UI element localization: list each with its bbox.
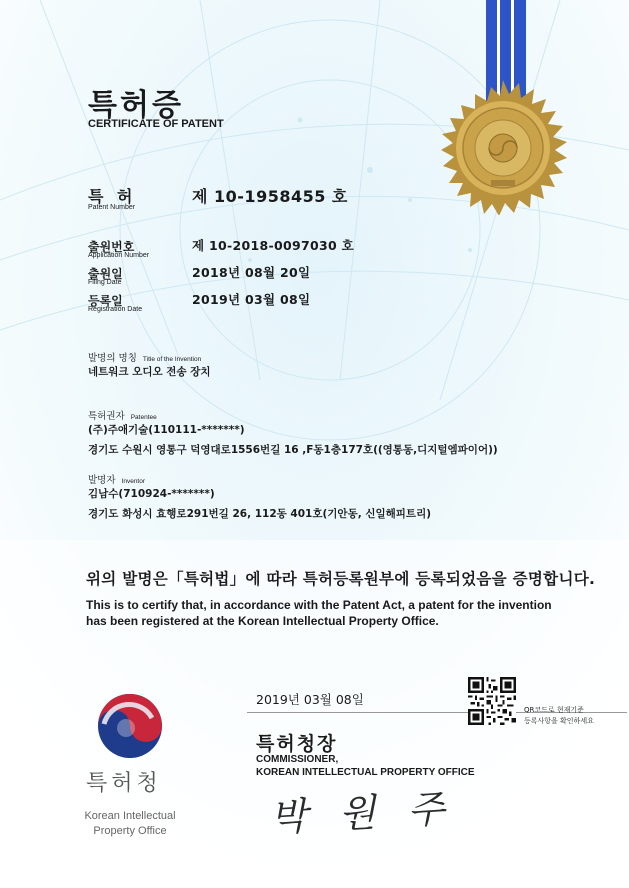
invention-title-label-en: Title of the Invention — [142, 356, 202, 363]
patent-number-label: 특 허 — [88, 187, 137, 206]
patent-number-value: 제 10-1958455 호 — [192, 187, 348, 206]
qr-note-line1: QR코드로 현재기준 — [524, 706, 584, 714]
patentee-label-en: Patentee — [130, 414, 157, 421]
patentee-label-ko: 특허권자 — [88, 411, 125, 422]
invention-title-value: 네트워크 오디오 전송 장치 — [88, 366, 211, 378]
registration-date-label: 등록일 — [88, 294, 123, 308]
certification-statement-en-line1: This is to certify that, in accordance with the Patent Act, a patent for the invention — [86, 598, 552, 612]
commissioner-title-en-line1: COMMISSIONER, — [256, 754, 339, 765]
qr-note-line2: 등록사항을 확인하세요 — [524, 717, 594, 725]
application-number-label-en: Application Number — [88, 252, 150, 259]
patentee-name: (주)주애기술(110111-*******) — [88, 424, 245, 436]
gold-seal-icon — [430, 0, 570, 215]
inventor-address: 경기도 화성시 효행로291번길 26, 112동 401호(기안동, 신일해피트리) — [88, 508, 432, 520]
application-number-value: 제 10-2018-0097030 호 — [192, 238, 354, 253]
office-name-en-line1: Korean Intellectual — [84, 810, 176, 822]
filing-date-label-en: Filing Date — [88, 279, 122, 286]
commissioner-title-en-line2: KOREAN INTELLECTUAL PROPERTY OFFICE — [256, 767, 475, 778]
page-subtitle: CERTIFICATE OF PATENT — [88, 118, 224, 130]
invention-title-label-ko: 발명의 명칭 — [88, 353, 137, 364]
registration-date-label-en: Registration Date — [88, 306, 143, 313]
filing-date-label: 출원일 — [88, 267, 123, 281]
inventor-name: 김남수(710924-*******) — [88, 488, 215, 500]
page-title: 특허증 — [88, 88, 184, 123]
inventor-label-ko: 발명자 — [88, 475, 116, 486]
certification-statement-ko: 위의 발명은「특허법」에 따라 특허등록원부에 등록되었음을 증명합니다. — [86, 570, 596, 588]
certification-statement-en-line2: has been registered at the Korean Intellectual Property Office. — [86, 614, 439, 628]
registration-date-value: 2019년 03월 08일 — [192, 292, 311, 307]
office-name: 특허청 — [86, 771, 162, 796]
inventor-label — [88, 472, 145, 486]
filing-date-value: 2018년 08월 20일 — [192, 265, 311, 280]
commissioner-title: 특허청장 — [256, 733, 338, 755]
kipo-emblem-icon — [97, 693, 163, 759]
qr-code-icon[interactable] — [468, 677, 516, 725]
signature: 박 원 주 — [269, 786, 456, 840]
inventor-label-en: Inventor — [121, 478, 146, 485]
patentee-label — [88, 408, 157, 422]
issue-date: 2019년 03월 08일 — [256, 692, 364, 707]
office-name-en-line2: Property Office — [93, 825, 167, 837]
patent-number-label-en: Patent Number — [88, 204, 136, 211]
application-number-label: 출원번호 — [88, 240, 135, 254]
patentee-address: 경기도 수원시 영통구 덕영대로1556번길 16 ,F동1층177호((영통동,디지털엠파이어)) — [88, 444, 498, 456]
invention-title-label — [88, 350, 201, 364]
